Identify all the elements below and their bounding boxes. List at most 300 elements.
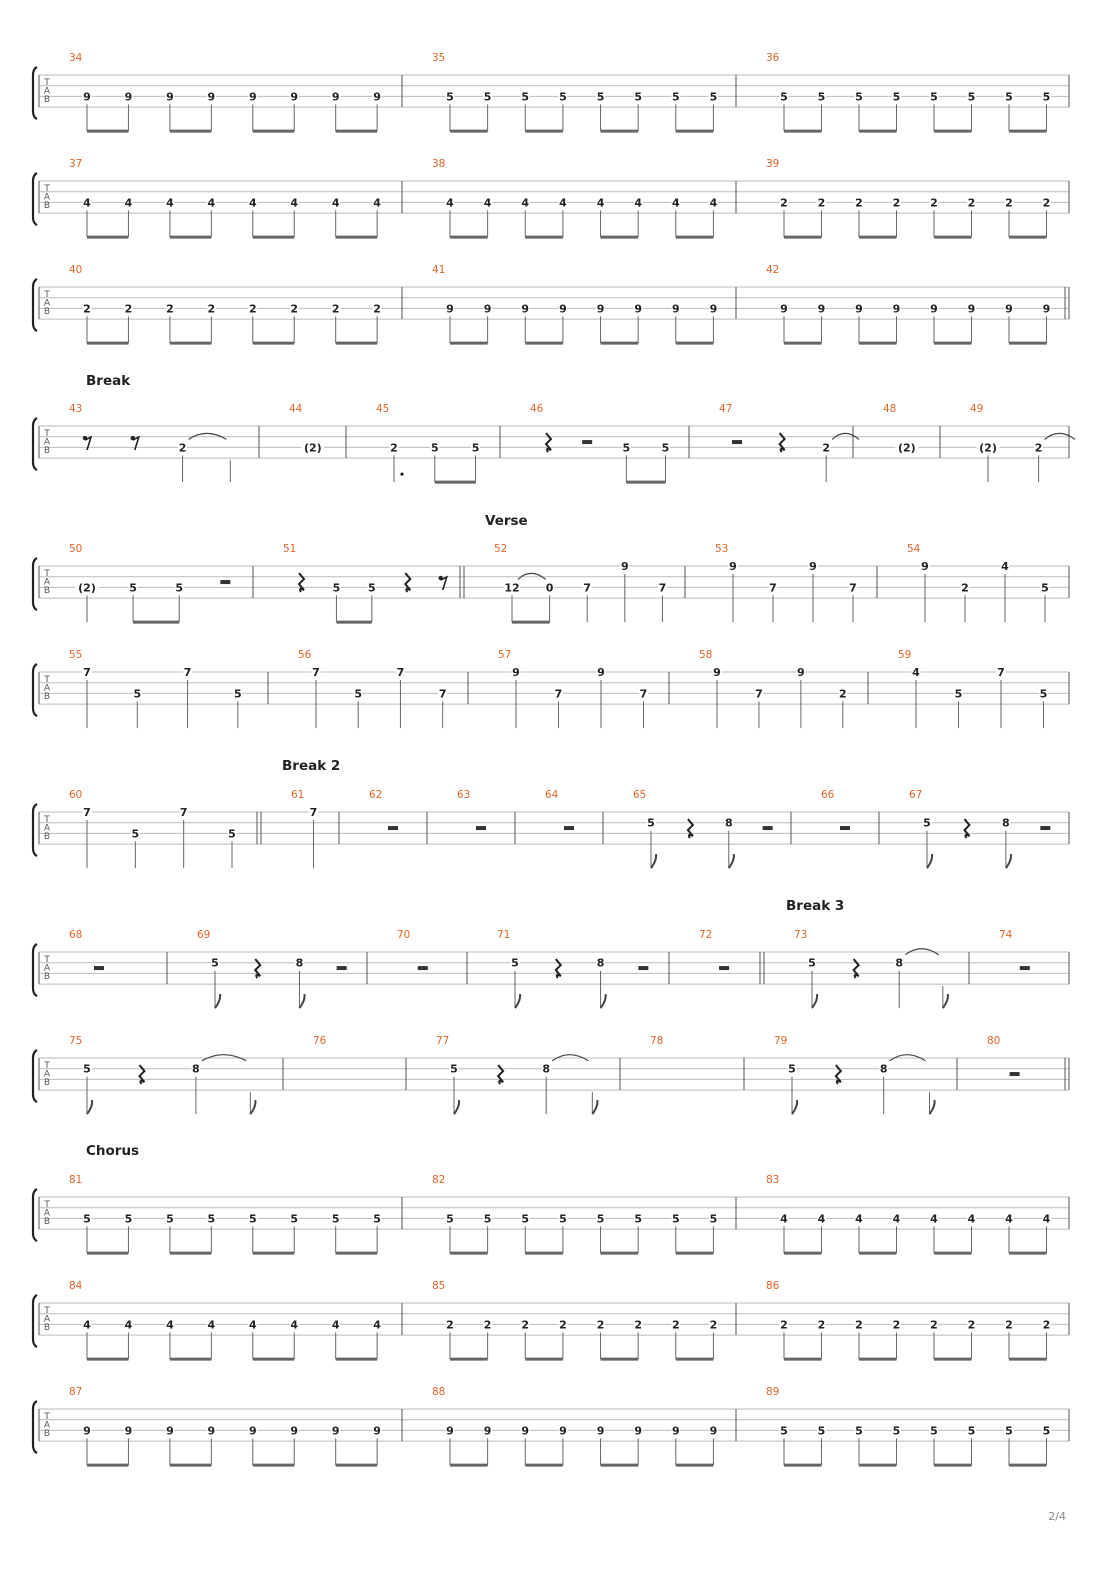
fret-number: 2 [390,441,398,455]
fret-number: 9 [166,90,174,104]
measure [69,1280,382,1359]
fret-number: 4 [1042,1212,1051,1226]
measure [197,929,347,1008]
fret-number: 7 [312,666,320,679]
fret-number: 4 [207,1318,216,1332]
tab-clef-letter: T [44,569,50,579]
fret-number: 5 [446,1212,454,1226]
measure-number: 84 [69,1280,83,1292]
fret-number: 5 [1041,581,1049,595]
measure [794,929,948,1008]
flag [299,994,304,1008]
fret-number: 7 [83,806,91,819]
fret-number: 9 [671,302,680,316]
tab-clef-letter: A [43,1314,51,1325]
measure [69,158,382,237]
fret-number: 9 [166,1424,174,1438]
section-label-verse: Verse [485,513,528,529]
fret-number: 4 [248,196,257,210]
measure-number: 36 [766,52,780,64]
fret-number: 9 [512,666,520,679]
tab-clef-letter: B [43,307,51,317]
fret-number: 7 [755,687,763,701]
fret-number: 5 [373,1212,381,1226]
fret-number: 7 [769,581,777,595]
tab-clef-letter: B [43,832,51,842]
fret-number: 2 [83,302,91,316]
dot [400,473,403,476]
measure [766,158,1051,237]
fret-number: 5 [923,816,931,830]
tab-clef-letter: A [43,683,51,694]
tab-system [33,1386,1069,1465]
tab-clef-letter: T [44,1412,50,1422]
fret-number: 2 [892,1318,901,1332]
fret-number: 5 [290,1212,299,1226]
measure-number: 88 [432,1386,446,1398]
fret-number: 5 [83,1212,91,1226]
fret-number: 4 [166,196,174,210]
measure-number: 81 [69,1174,83,1186]
system-bracket [33,67,37,119]
fret-number: 2 [483,1318,492,1332]
quarter-rest [498,1065,503,1084]
fret-number: 7 [554,687,563,701]
fret-number: 5 [354,687,363,701]
fret-number: 4 [967,1212,976,1226]
fret-number: 4 [817,1212,826,1226]
fret-number: 9 [373,1424,381,1438]
tab-clef-letter: T [44,955,50,965]
fret-number: 5 [511,956,519,970]
measure [69,264,382,343]
fret-number: 5 [634,1212,642,1226]
fret-number: 2 [780,196,788,210]
tab-clef-letter: T [44,290,50,300]
tab-clef-letter: T [44,184,50,194]
section-label-chorus: Chorus [86,1143,140,1159]
fret-number: 5 [892,90,901,104]
measure [69,403,230,482]
fret-number: 9 [634,302,642,316]
fret-number: 4 [207,196,216,210]
fret-number: 2 [446,1318,454,1332]
half-rest [1040,826,1050,830]
fret-number: 9 [373,90,381,104]
fret-number: 5 [967,1424,976,1438]
fret-number: 5 [892,1424,901,1438]
measure [369,789,398,830]
fret-number: 5 [817,90,826,104]
quarter-rest [854,959,859,978]
flag [215,994,220,1008]
fret-number: 2 [331,302,340,316]
measure [436,1035,597,1114]
measure-number: 87 [69,1386,83,1398]
fret-number: 5 [207,1212,216,1226]
fret-number: 8 [1002,816,1010,830]
fret-number: 4 [671,196,680,210]
fret-number: 9 [124,90,133,104]
measure-number: 63 [457,789,471,801]
fret-number: 9 [248,1424,257,1438]
fret-number: 5 [430,441,439,455]
fret-number: 9 [83,1424,91,1438]
flag [651,854,656,868]
measure [432,1280,718,1359]
fret-number: 5 [1042,90,1051,104]
fret-number: 9 [809,560,817,573]
fret-number: 9 [521,1424,530,1438]
tab-system [33,1280,1069,1359]
fret-number: 2 [290,302,299,316]
measure [313,1035,327,1047]
half-rest [1010,1072,1020,1076]
tab-clef-letter: B [43,586,51,596]
fret-number: 2 [373,302,381,316]
fret-number: 5 [332,581,341,595]
fret-number: 5 [661,441,670,455]
fret-number: 8 [295,956,304,970]
fret-number: 8 [724,816,733,830]
fret-number: 4 [892,1212,901,1226]
measure [650,1035,663,1047]
fret-number: 9 [597,666,605,679]
system-bracket [33,173,37,225]
tab-clef-letter: A [43,1420,51,1431]
fret-number: 5 [559,1212,567,1226]
fret-number: 4 [83,196,91,210]
measure [69,649,242,728]
measure-number: 60 [69,789,83,801]
measure-number: 40 [69,264,83,276]
fret-number: 2 [780,1318,788,1332]
fret-number: 4 [1005,1212,1013,1226]
fret-number: 5 [709,1212,718,1226]
fret-number: 4 [331,196,340,210]
tab-clef-letter: A [43,577,51,588]
fret-number: 5 [83,1062,91,1076]
fret-number: 2 [930,196,938,210]
measure [69,1386,382,1465]
tab-clef-letter: B [43,1217,51,1227]
half-rest [763,826,773,830]
tab-clef-letter: B [43,1078,51,1088]
fret-number: 5 [596,90,605,104]
fret-number: 9 [559,302,567,316]
measure-number: 50 [69,543,83,555]
section-label-break-3: Break 3 [786,898,845,914]
fret-number: (2) [897,441,916,455]
fret-number: 2 [967,1318,976,1332]
measure-number: 43 [69,403,83,415]
measure-number: 64 [545,789,559,801]
fret-number: 9 [620,560,629,573]
fret-number: 9 [290,90,299,104]
fret-number: 7 [997,666,1005,679]
quarter-rest [780,433,785,452]
fret-number: 9 [892,302,901,316]
tab-clef-letter: B [43,1323,51,1333]
tab-system [33,52,1069,131]
flag [250,1100,255,1114]
measure [432,1174,718,1253]
eighth-rest [133,437,139,450]
fret-number: 5 [483,90,492,104]
measure-number: 75 [69,1035,83,1047]
measure-number: 34 [69,52,83,64]
fret-number: 4 [446,196,454,210]
fret-number: 5 [634,90,642,104]
fret-number: 9 [930,302,938,316]
half-rest [94,966,104,970]
tab-clef-letter: A [43,963,51,974]
fret-number: 4 [166,1318,174,1332]
fret-number: 5 [930,90,938,104]
fret-number: 4 [373,1318,381,1332]
fret-number: 2 [855,196,863,210]
quarter-rest [556,959,561,978]
fret-number: 2 [559,1318,567,1332]
measure-number: 69 [197,929,211,941]
half-rest [732,440,742,444]
fret-number: 5 [1039,687,1048,701]
fret-number: 5 [855,90,863,104]
fret-number: 9 [83,90,91,104]
quarter-rest [688,819,693,838]
fret-number: 5 [133,687,142,701]
tab-clef-letter: T [44,78,50,88]
fret-number: 5 [622,441,631,455]
fret-number: 8 [596,956,605,970]
half-rest [564,826,574,830]
eighth-rest [85,437,91,450]
measure [432,158,718,237]
fret-number: 9 [596,302,605,316]
fret-number: 5 [967,90,976,104]
system-bracket [33,1050,37,1102]
measure-number: 78 [650,1035,664,1047]
measure [909,789,1050,868]
fret-number: 9 [921,560,929,573]
fret-number: 7 [309,806,318,819]
fret-number: 4 [780,1212,788,1226]
tab-clef-letter: B [43,972,51,982]
measure-number: 45 [376,403,390,415]
tab-clef-letter: A [43,298,51,309]
fret-number: 2 [1042,196,1051,210]
fret-number: 9 [446,302,454,316]
fret-number: 2 [1042,1318,1051,1332]
fret-number: 2 [817,196,826,210]
flag [601,994,606,1008]
fret-number: 5 [228,827,236,841]
system-bracket [33,279,37,331]
measure [497,929,648,1008]
measure-number: 48 [883,403,897,415]
fret-number: 5 [780,90,788,104]
fret-number: 5 [1005,90,1013,104]
half-rest [582,440,592,444]
page-number: 2/4 [1048,1510,1066,1523]
tab-system [33,1035,1069,1114]
measure-number: 71 [497,929,511,941]
system-bracket [33,1401,37,1453]
fret-number: 2 [521,1318,530,1332]
fret-number: 5 [331,1212,340,1226]
measure [766,1280,1051,1359]
fret-number: 2 [822,441,831,455]
half-rest [638,966,648,970]
fret-number: 5 [124,1212,133,1226]
fret-number: 7 [396,666,405,679]
measure-number: 85 [432,1280,446,1292]
measure [766,1386,1051,1465]
fret-number: 9 [713,666,721,679]
measure [766,52,1051,131]
flag [729,854,734,868]
fret-number: 7 [179,806,188,819]
measure-number: 53 [715,543,729,555]
fret-number: 7 [183,666,192,679]
tab-system [33,158,1069,237]
measure [432,52,718,131]
measure-number: 62 [369,789,383,801]
measure-number: 41 [432,264,446,276]
tab-clef-letter: T [44,675,50,685]
system-bracket [33,1295,37,1347]
flag [87,1100,92,1114]
fret-number: 2 [817,1318,826,1332]
fret-number: 5 [211,956,219,970]
system-bracket [33,944,37,996]
measure-number: 51 [283,543,297,555]
fret-number: 9 [207,90,216,104]
fret-number: (2) [303,441,322,455]
fret-number: 5 [234,687,242,701]
fret-number: 5 [368,581,376,595]
measure [545,789,574,830]
measure-number: 86 [766,1280,780,1292]
flag [943,994,948,1008]
measure [970,403,1075,482]
measure [766,264,1051,343]
fret-number: 5 [1042,1424,1051,1438]
fret-number: 7 [583,581,592,595]
measure [397,929,428,970]
tab-system [33,1174,1069,1253]
half-rest [388,826,398,830]
fret-number: 9 [124,1424,133,1438]
quarter-rest [255,959,260,978]
measure [699,649,847,728]
measure [291,789,318,868]
system-bracket [33,804,37,856]
fret-number: 5 [521,1212,530,1226]
measure-number: 54 [907,543,921,555]
measure-number: 70 [397,929,411,941]
fret-number: 4 [709,196,718,210]
fret-number: 4 [290,1318,299,1332]
fret-number: 8 [895,956,904,970]
measure-number: 55 [69,649,83,661]
measure-number: 52 [494,543,508,555]
measure-number: 83 [766,1174,780,1186]
measure-number: 42 [766,264,780,276]
tab-clef-letter: A [43,437,51,448]
fret-number: 2 [839,687,847,701]
quarter-rest [299,573,304,592]
tab-system [33,403,1075,482]
tab-clef-letter: A [43,192,51,203]
fret-number: 2 [124,302,133,316]
fret-number: 9 [634,1424,642,1438]
measure [898,649,1048,728]
measure [999,929,1030,970]
fret-number: 9 [709,1424,718,1438]
measure [530,403,670,482]
fret-number: 2 [1005,196,1013,210]
fret-number: 2 [634,1318,642,1332]
quarter-rest [836,1065,841,1084]
measure [69,52,382,131]
tab-clef-letter: B [43,201,51,211]
half-rest [840,826,850,830]
fret-number: (2) [979,441,997,455]
fret-number: 2 [178,441,187,455]
fret-number: 2 [166,302,174,316]
fret-number: 2 [961,581,969,595]
measure [69,789,237,868]
fret-number: 2 [596,1318,605,1332]
measure-number: 47 [719,403,733,415]
measure [289,403,324,454]
fret-number: 5 [671,90,680,104]
flag [812,994,817,1008]
fret-number: 8 [542,1062,551,1076]
fret-number: 9 [1005,302,1013,316]
tab-clef-letter: T [44,815,50,825]
fret-number: 7 [438,687,447,701]
fret-number: 7 [83,666,91,679]
fret-number: 9 [483,302,492,316]
half-rest [1020,966,1030,970]
measure [715,543,858,622]
measure [907,543,1050,622]
measure [719,403,859,482]
fret-number: 5 [166,1212,174,1226]
measure [283,543,447,622]
measure-number: 37 [69,158,83,170]
fret-number: 4 [483,196,492,210]
measure-number: 66 [821,789,835,801]
fret-number: 5 [521,90,530,104]
measure [376,403,480,482]
measure [766,1174,1051,1253]
fret-number: (2) [78,581,96,595]
flag [515,994,520,1008]
measure-number: 38 [432,158,446,170]
quarter-rest [964,819,969,838]
measure-number: 44 [289,403,303,415]
fret-number: 5 [248,1212,257,1226]
measure [69,929,104,970]
tab-clef-letter: B [43,446,51,456]
fret-number: 9 [331,1424,340,1438]
fret-number: 4 [124,1318,133,1332]
fret-number: 2 [1005,1318,1013,1332]
fret-number: 9 [709,302,718,316]
